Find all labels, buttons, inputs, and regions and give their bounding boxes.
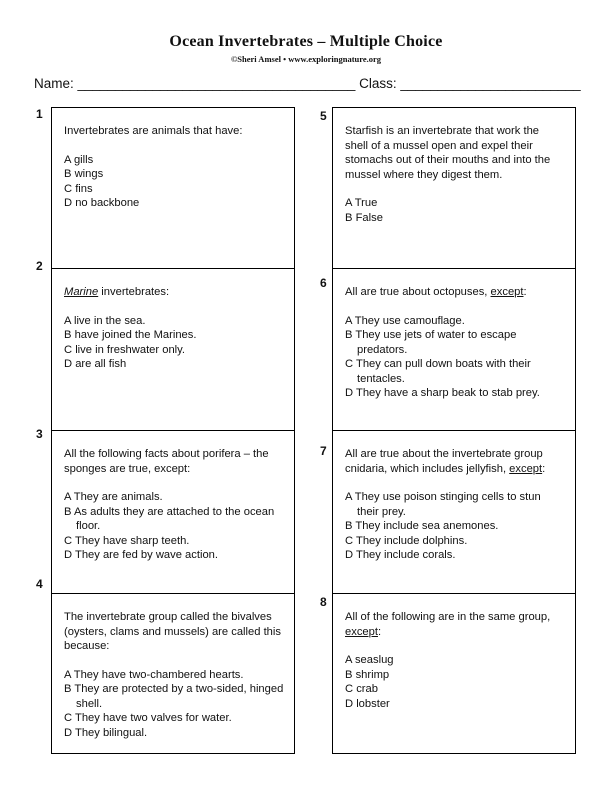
answer-option[interactable]: C They include dolphins. [345,534,468,547]
answer-option[interactable]: B They include sea anemones. [345,520,499,532]
stem-text: invertebrates: [98,286,170,298]
except-emphasis: except [490,286,524,298]
name-field[interactable]: _____________________________________ [77,76,356,91]
answer-option[interactable]: C They have two valves for water. [64,712,232,724]
answer-option[interactable]: A True [345,197,378,209]
question-stem [345,285,565,300]
answer-option[interactable]: C They have sharp teeth. [64,534,190,547]
answer-option[interactable]: B wings [64,168,104,180]
question-stem: Starfish is an invertebrate that work the shell of a mussel open and expel their stomachs out of their mouths and into the mussel where they digest them. [345,125,551,181]
stem-end: : [523,286,527,298]
question-number-8: 8 [320,595,327,609]
question-number-7: 7 [320,444,327,458]
stem-text: All of the following are in the same group, [345,611,551,623]
question-number-1: 1 [36,107,43,121]
answer-option[interactable]: A gills [64,153,94,166]
answer-option[interactable]: D They include corals. [345,549,456,561]
answer-option[interactable]: B They use jets of water to escape predators. [345,329,517,356]
stem-end: : [377,625,382,638]
question-box-5 [332,107,576,269]
question-box-4 [51,593,295,754]
answer-option[interactable]: A They have two-chambered hearts. [64,668,244,681]
answer-option[interactable]: D are all fish [64,358,127,370]
answer-option[interactable]: A They are animals. [64,491,163,503]
question-stem [345,610,565,639]
question-stem: Invertebrates are animals that have: [64,125,243,137]
answer-option[interactable]: D They are fed by wave action. [64,549,219,561]
question-box-2 [51,268,295,431]
class-field[interactable]: ________________________ [400,76,581,91]
answer-option[interactable]: C crab [345,683,378,695]
answer-option[interactable]: A live in the sea. [64,314,146,327]
question-stem [64,285,284,300]
answer-option[interactable]: D They bilingual. [64,726,148,739]
answer-option[interactable]: D lobster [345,697,390,710]
worksheet-title: Ocean Invertebrates – Multiple Choice [169,33,443,50]
answer-option[interactable]: A They use camouflage. [345,314,465,327]
worksheet-credit: ©Sheri Amsel • www.exploringnature.org [230,54,382,64]
answer-option[interactable]: B As adults they are attached to the ocean floor. [64,505,275,532]
stem-text: All are true about the invertebrate group cnidaria, which includes jellyfish, [345,448,543,475]
except-emphasis: except [345,625,378,638]
question-stem: The invertebrate group called the bivalves (oysters, clams and mussels) are called this because: [64,611,281,652]
stem-text: All are true about octopuses, [345,286,491,298]
answer-option[interactable]: B False [345,211,383,224]
question-number-4: 4 [36,577,43,591]
name-class-line [34,76,581,91]
question-stem [345,447,565,476]
question-box-3 [51,430,295,594]
answer-option[interactable]: A They use poison stinging cells to stun their prey. [345,491,541,518]
question-box-7 [332,430,576,594]
question-box-6 [332,268,576,431]
question-number-2: 2 [36,259,43,273]
answer-option[interactable]: B shrimp [345,668,390,681]
answer-option[interactable]: D no backbone [64,197,140,209]
question-box-1 [51,107,295,269]
marine-emphasis: Marine [64,286,99,298]
answer-option[interactable]: B They are protected by a two-sided, hinged shell. [64,683,284,710]
question-number-5: 5 [320,109,327,123]
answer-option[interactable]: B have joined the Marines. [64,329,197,341]
answer-option[interactable]: D They have a sharp beak to stab prey. [345,387,540,399]
question-stem: All the following facts about porifera – the sponges are true, except: [64,448,269,475]
question-number-6: 6 [320,276,327,290]
question-number-3: 3 [36,427,43,441]
question-box-8 [332,593,576,754]
stem-end: : [542,462,546,475]
name-label: Name: [34,76,74,91]
except-emphasis: except [509,462,543,475]
answer-option[interactable]: C They can pull down boats with their tentacles. [345,358,531,385]
answer-option[interactable]: C live in freshwater only. [64,343,186,356]
class-label: Class: [359,76,397,91]
answer-option[interactable]: A seaslug [345,654,394,666]
answer-option[interactable]: C fins [64,182,93,195]
